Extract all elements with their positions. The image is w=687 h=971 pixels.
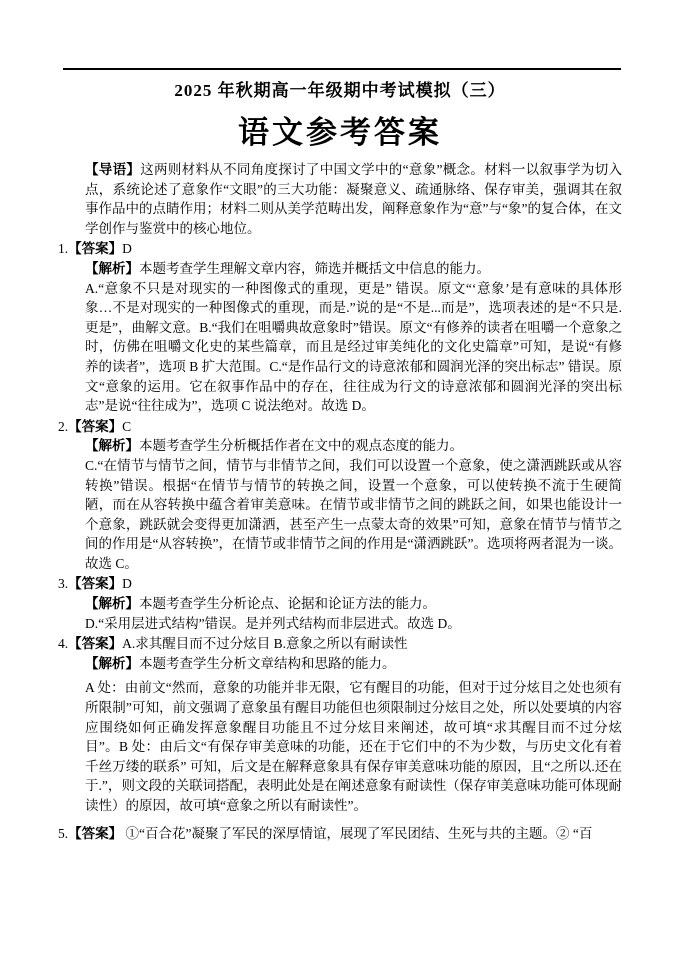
- analysis-intro: 本题考查学生分析概括作者在文中的观点态度的能力。: [139, 438, 463, 454]
- analysis-label: 【解析】: [85, 438, 139, 454]
- answer-line: [58, 824, 622, 844]
- question-number: 4.: [58, 636, 69, 652]
- intro-paragraph: [85, 160, 622, 238]
- analysis-body: D.“采用层进式结构”错误。是并列式结构而非层进式。故选 D。: [85, 615, 461, 631]
- answer-label: 【答案】: [68, 636, 123, 652]
- question-4: [58, 634, 622, 815]
- question-number: 2.: [58, 418, 69, 434]
- answer-value: C: [122, 418, 132, 434]
- answer-label: 【答案】: [68, 418, 123, 434]
- answer-line: [58, 417, 622, 437]
- question-number: 5.: [58, 825, 69, 841]
- analysis-intro: 本题考查学生分析文章结构和思路的能力。: [139, 655, 396, 671]
- question-number: 3.: [58, 576, 69, 592]
- answer-line: [58, 574, 622, 594]
- question-1: [58, 239, 622, 415]
- analysis-line: [85, 436, 622, 456]
- answer-label: 【答案】: [68, 241, 123, 257]
- question-2: [58, 417, 622, 574]
- question-5: [58, 824, 622, 844]
- analysis-intro: 本题考查学生理解文章内容，筛选并概括文中信息的能力。: [139, 260, 490, 276]
- analysis-line: [85, 654, 622, 674]
- answer-value: ①“百合花”凝聚了军民的深厚情谊，展现了军民团结、生死与共的主题。② “百: [125, 825, 593, 841]
- analysis-label: 【解析】: [85, 260, 139, 276]
- exam-title: 2025 年秋期高一年级期中考试模拟（三）: [174, 81, 506, 100]
- answer-label: 【答案】: [68, 576, 123, 592]
- answer-line: [58, 634, 622, 654]
- analysis-line: [85, 594, 622, 614]
- analysis-intro: 本题考查学生分析论点、论据和论证方法的能力。: [139, 596, 436, 612]
- answer-value: A.求其醒目而不过分炫目 B.意象之所以有耐读性: [122, 636, 408, 652]
- analysis-body: A 处：由前文“然而，意象的功能并非无限，它有醒目的功能，但对于过分炫目之处也须有所限制”可知，前文强调了意象虽有醒目功能但也须限制过分炫目之处，所以处要填的内容应围绕如何正确发挥意象醒目功能且不过分炫目来阐述，故可填“求其醒目而不过分炫目”。B 处：由后文“有保存审美意味的功能，还在于它们中的不为少数，与历史文化有着千丝万缕的联系” 可知，后文是在解释意象具有保存审美意味功能的原因，且“之所以.还在于.”，则文段的关联词搭配，表明此处是在阐述意象有耐读性（保存审美意味功能可体现耐读性）的原因，故可填“意象之所以有耐读性”。: [85, 680, 622, 813]
- header-rule: [63, 68, 621, 70]
- analysis-label: 【解析】: [85, 655, 139, 671]
- answer-value: D: [122, 241, 132, 257]
- analysis-body: C.“在情节与情节之间，情节与非情节之间，我们可以设置一个意象，使之潇洒跳跃或从容转换”错误。根据“在情节与情节的转换之间，设置一个意象，可以使转换不流于生硬简陋，而在从容转换中蕴含着审美意味。在情节或非情节之间的跳跃之间，如果也能设计一个意象，跳跃就会变得更加潇洒，甚至产生一点蒙太奇的效果”可知，意象在情节与情节之间的作用是“从容转换”，在情节或非情节之间的作用是“潇洒跳跃”。选项将两者混为一谈。故选 C。: [85, 457, 622, 571]
- analysis-label: 【解析】: [85, 596, 139, 612]
- question-number: 1.: [58, 241, 69, 257]
- question-3: [58, 574, 622, 633]
- intro-label: 【导语】: [85, 162, 141, 177]
- analysis-body: A.“意象不只是对现实的一种图像式的重现，更是” 错误。原文“‘意象’是有意味的具体形象…不是对现实的一种图像式的重现，而是.”说的是“不是...而是”，选项表述的是“不只是.更是”，曲解文意。B.“我们在咀嚼典故意象时”错误。原文“有修养的读者在咀嚼一个意象之时，仿佛在咀嚼文化史的某些篇章，而且是经过审美纯化的文化史篇章”可知，是说“有修养的读者”，选项 B 扩大范围。C.“是作品行文的诗意浓郁和圆润光泽的突出标志” 错误。原文“意象的运用。它在叙事作品中的存在，往往成为行文的诗意浓郁和圆润光泽的突出标志”是说“往往成为”，选项 C 说法绝对。故选 D。: [85, 280, 622, 414]
- doc-title: 语文参考答案: [238, 115, 442, 150]
- answer-label: 【答案】: [68, 825, 123, 841]
- analysis-line: [85, 259, 622, 279]
- answer-value: D: [122, 576, 132, 592]
- answer-line: [58, 239, 622, 259]
- intro-text: 这两则材料从不同角度探讨了中国文学中的“意象”概念。材料一以叙事学为切入点，系统论述了意象作“文眼”的三大功能：凝聚意义、疏通脉络、保存审美，强调其在叙事作品中的点睛作用；材料二则从美学范畴出发，阐释意象作为“意”与“象”的复合体，在文学创作与鉴赏中的核心地位。: [85, 162, 623, 236]
